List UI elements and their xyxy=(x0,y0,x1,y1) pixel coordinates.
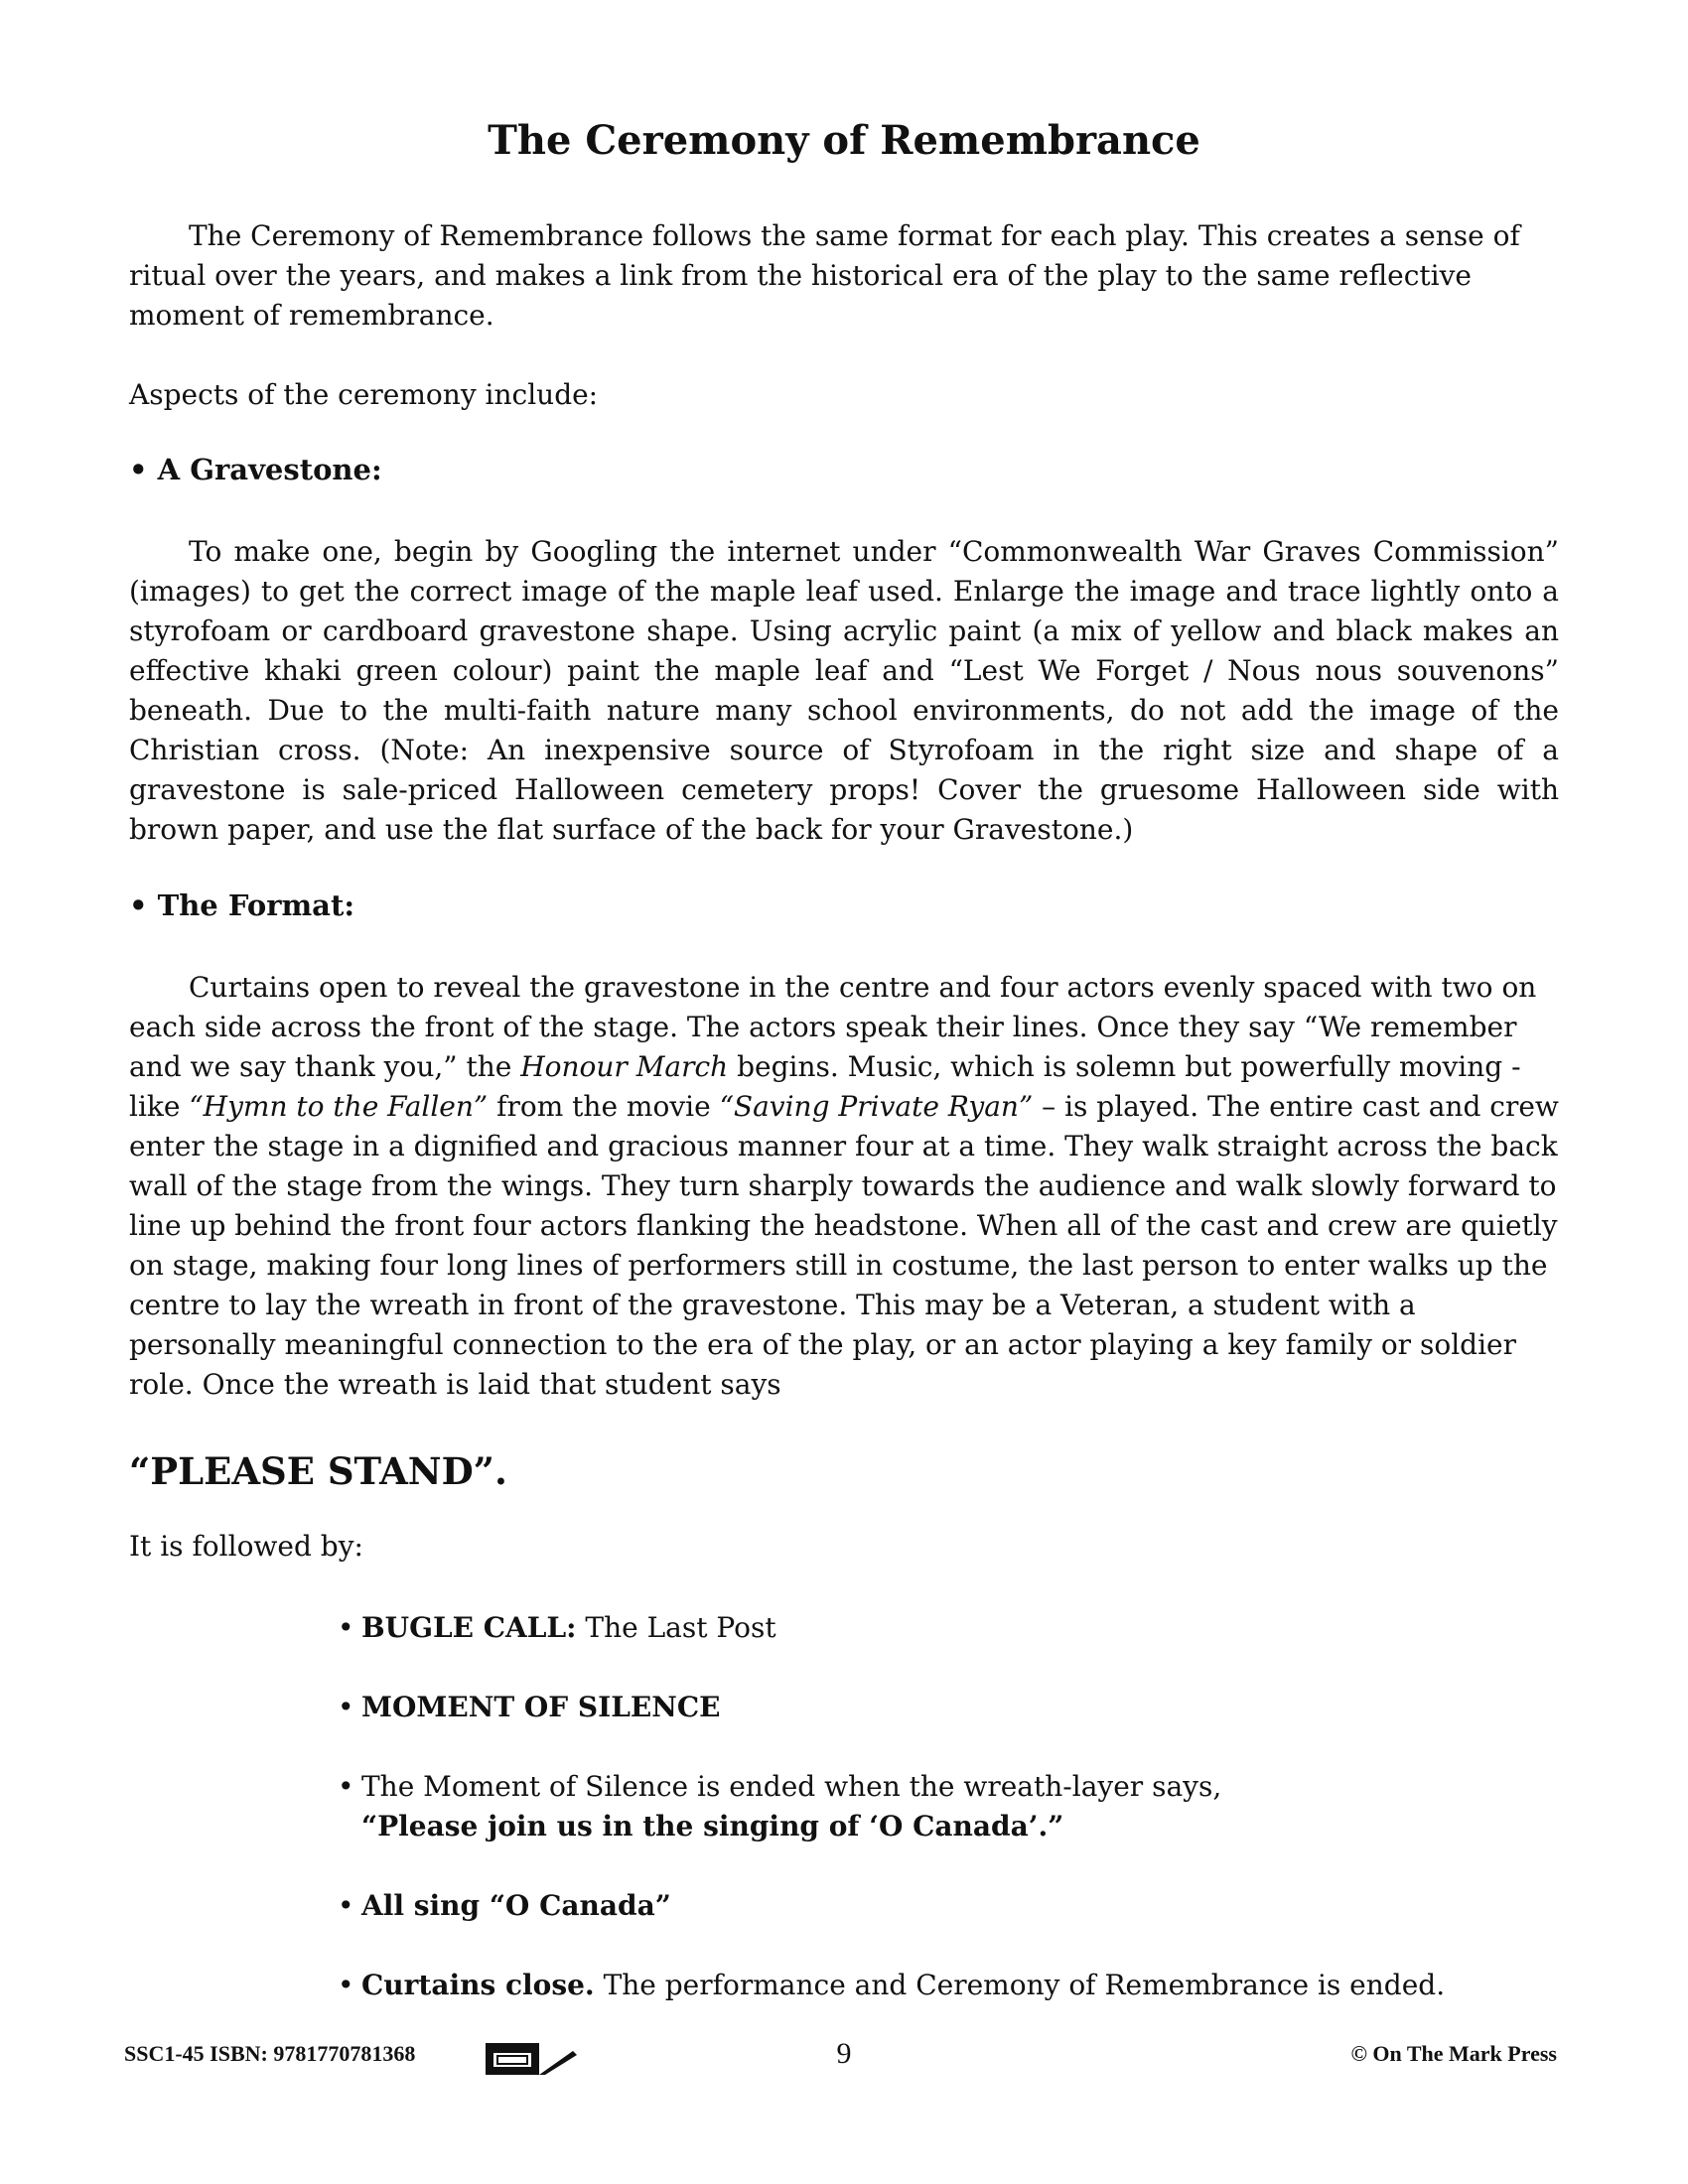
page-footer xyxy=(0,2037,1688,2077)
hymn-title: “Hymn to the Fallen” xyxy=(189,1090,489,1123)
list-item xyxy=(338,1966,1569,2005)
list-item xyxy=(338,1886,1569,1926)
please-stand-heading: “PLEASE STAND”. xyxy=(129,1449,507,1493)
page-number: 9 xyxy=(836,2037,852,2070)
footer-isbn: SSC1-45 ISBN: 9781770781368 xyxy=(124,2041,416,2066)
aspects-label: Aspects of the ceremony include: xyxy=(129,378,599,411)
gravestone-paragraph: To make one, begin by Googling the internet under “Commonwealth War Graves Commission” (images) to get the correct image of the maple leaf used. Enlarge the image and trace lightly onto a styrofoam or cardboard gravestone shape. Using acrylic paint (a mix of yellow and black makes an effective khaki green colour) paint the maple leaf and “Lest We Forget / Nous nous souvenons” beneath. Due to the multi-faith nature many school environments, do not add the image of the Christian cross. (Note: An inexpensive source of Styrofoam in the right size and shape of a gravestone is sale-priced Halloween cemetery props! Cover the gruesome Halloween side with brown paper, and use the flat surface of the back for your Gravestone.) xyxy=(129,535,1559,846)
gravestone-heading: • A Gravestone: xyxy=(129,453,382,486)
list-item xyxy=(338,1688,1569,1727)
followed-by-label: It is followed by: xyxy=(129,1530,363,1563)
all-sing-label: All sing “O Canada” xyxy=(361,1889,671,1922)
honour-march-title: Honour March xyxy=(520,1050,729,1083)
footer-publisher: © On The Mark Press xyxy=(1350,2041,1557,2066)
book-stack-icon xyxy=(484,2037,579,2077)
format-text-2: begins. Music, which is solemn but powerfully moving - like xyxy=(129,1050,1521,1123)
list-item xyxy=(338,1608,1569,1648)
format-heading: • The Format: xyxy=(129,888,355,922)
movie-title: “Saving Private Ryan” xyxy=(719,1090,1034,1123)
singing-invitation: “Please join us in the singing of ‘O Canada’.” xyxy=(361,1810,1064,1843)
moment-of-silence-label: MOMENT OF SILENCE xyxy=(361,1691,721,1723)
format-text-1: Curtains open to reveal the gravestone in the centre and four actors evenly spaced with two on each side across the front of the stage. The actors speak their lines. Once they say “We remember and we say thank you,” the xyxy=(129,971,1537,1083)
format-text-4: – is played. The entire cast and crew enter the stage in a dignified and gracious manner four at a time. They walk straight across the back wall of the stage from the wings. They turn sharply towards the audience and walk slowly forward to line up behind the front four actors flanking the headstone. When all of the cast and crew are quietly on stage, making four long lines of performers still in costume, the last person to enter walks up the centre to lay the wreath in front of the gravestone. This may be a Veteran, a student with a personally meaningful connection to the era of the play, or an actor playing a key family or soldier role. Once the wreath is laid that student says xyxy=(129,1090,1559,1401)
list-item xyxy=(338,1767,1569,1846)
ceremony-steps-list xyxy=(338,1608,1569,2045)
bugle-call-text: The Last Post xyxy=(576,1611,776,1644)
silence-ended-text: The Moment of Silence is ended when the wreath-layer says, xyxy=(361,1770,1222,1803)
format-paragraph xyxy=(129,968,1559,1405)
curtains-close-text: The performance and Ceremony of Remembrance is ended. xyxy=(594,1969,1446,2001)
curtains-close-label: Curtains close. xyxy=(361,1969,595,2001)
intro-paragraph: The Ceremony of Remembrance follows the same format for each play. This creates a sense of ritual over the years, and makes a link from the historical era of the play to the same reflective moment of remembrance. xyxy=(129,219,1520,332)
bugle-call-label: BUGLE CALL: xyxy=(361,1611,577,1644)
format-text-3: from the movie xyxy=(488,1090,720,1123)
page-title: The Ceremony of Remembrance xyxy=(488,117,1200,164)
